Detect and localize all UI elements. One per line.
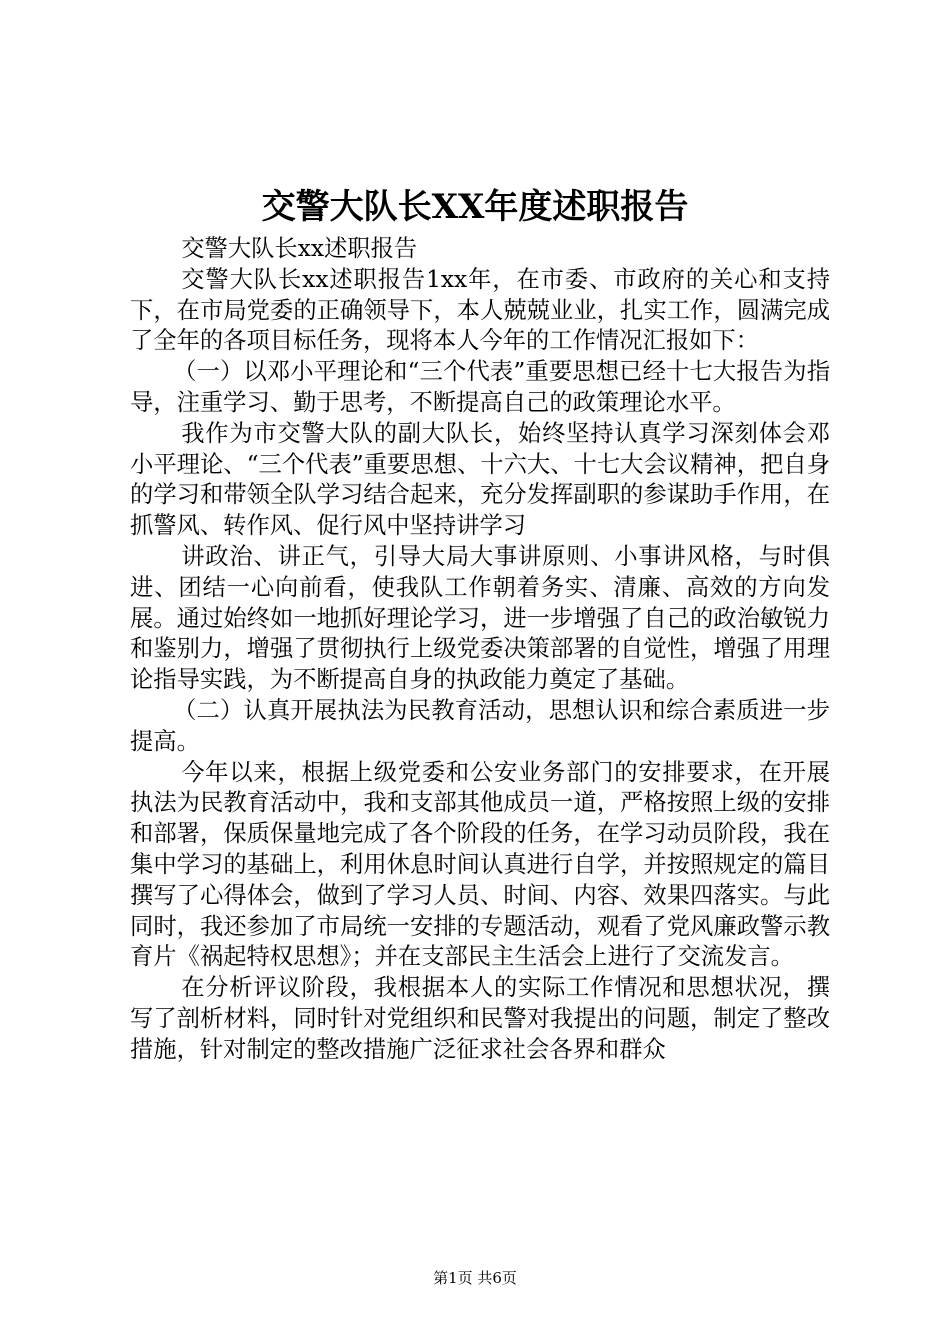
paragraph: 讲政治、讲正气，引导大局大事讲原则、小事讲风格，与时俱进、团结一心向前看，使我队工作朝着务实、清廉、高效的方向发展。通过始终如一地抓好理论学习，进一步增强了自己的政治敏锐力和鉴别力，增强了贯彻执行上级党委决策部署的自觉性，增强了用理论指导实践，为不断提高自身的执政能力奠定了基础。 [130,542,830,694]
paragraph: 今年以来，根据上级党委和公安业务部门的安排要求，在开展执法为民教育活动中，我和支部其他成员一道，严格按照上级的安排和部署，保质保量地完成了各个阶段的任务，在学习动员阶段，我在集中学习的基础上，利用休息时间认真进行自学，并按照规定的篇目撰写了心得体会，做到了学习人员、时间、内容、效果四落实。与此同时，我还参加了市局统一安排的专题活动，观看了党风廉政警示教育片《祸起特权思想》；并在支部民主生活会上进行了交流发言。 [130,758,830,971]
section-heading: （一）以邓小平理论和“三个代表”重要思想已经十七大报告为指导，注重学习、勤于思考，不断提高自己的政策理论水平。 [130,358,830,416]
paragraph: 我作为市交警大队的副大队长，始终坚持认真学习深刻体会邓小平理论、“三个代表”重要思想、十六大、十七大会议精神，把自身的学习和带领全队学习结合起来，充分发挥副职的参谋助手作用，在抓警风、转作风、促行风中坚持讲学习 [130,419,830,540]
paragraph: 在分析评议阶段，我根据本人的实际工作情况和思想状况，撰写了剖析材料，同时针对党组织和民警对我提出的问题，制定了整改措施，针对制定的整改措施广泛征求社会各界和群众 [130,974,830,1063]
document-title: 交警大队长XX年度述职报告 [261,187,689,227]
document-body [130,234,830,1066]
paragraph: 交警大队长xx述职报告 [181,235,418,262]
paragraph: 交警大队长xx述职报告1xx年，在市委、市政府的关心和支持下，在市局党委的正确领导下，本人兢兢业业，扎实工作，圆满完成了全年的各项目标任务，现将本人今年的工作情况汇报如下： [130,265,830,355]
section-heading: （二）认真开展执法为民教育活动，思想认识和综合素质进一步提高。 [130,696,830,755]
page-number-footer: 第1页 共6页 [433,1269,517,1287]
